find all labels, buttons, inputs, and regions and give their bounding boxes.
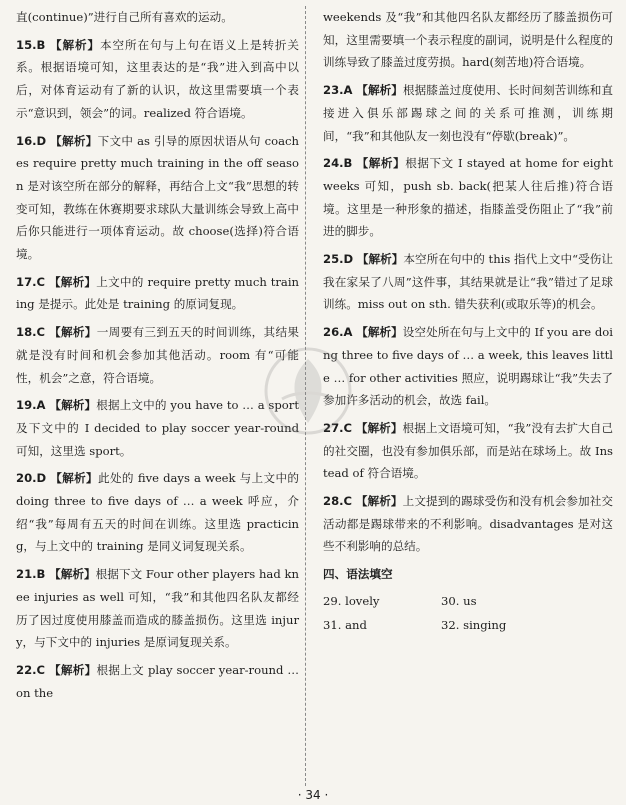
answer-item-15: [16, 34, 299, 125]
question-number: 20.D: [16, 471, 47, 486]
answer-32: 32. singing: [441, 618, 507, 633]
analysis-tag: 【解析】: [50, 133, 98, 148]
answer-item-21: [16, 563, 299, 654]
right-continuation: weekends 及“我”和其他四名队友都经历了膝盖损伤可知，这里需要填一个表示程度的副词，说明是什么程度的训练导致了膝盖过度劳损。hard(刻苦地)符合语境。: [323, 10, 613, 70]
analysis-tag: 【解析】: [356, 156, 406, 171]
explanation-text: 本空所在句中的 this 指代上文中“受伤让我在家呆了八周”这件事，其结果就是让“我”错过了足球训练。miss out on sth. 错失获利(或取乐等)的机会。: [323, 252, 613, 312]
answer-30: 30. us: [441, 594, 477, 609]
answer-item-23: [323, 79, 613, 147]
question-number: 24.B: [323, 156, 353, 171]
analysis-tag: 【解析】: [356, 83, 403, 98]
analysis-tag: 【解析】: [355, 420, 403, 435]
analysis-tag: 【解析】: [48, 274, 97, 289]
explanation-text: 根据膝盖过度使用、长时间刻苦训练和直接进入俱乐部踢球之间的关系可推测，训练期间，“我”和其他队友一刻也没有“停歇(break)”。: [323, 83, 613, 143]
question-number: 27.C: [323, 420, 353, 435]
explanation-text: 上文提到的踢球受伤和没有机会参加社交活动都是踢球带来的不利影响。disadvantages 是对这些不利影响的总结。: [323, 494, 613, 554]
question-number: 22.C: [16, 662, 46, 677]
analysis-tag: 【解析】: [49, 567, 96, 582]
explanation-text: 根据上文中的 you have to … a sport 及下文中的 I decided to play soccer year-round 可知，这里选 sport。: [16, 398, 299, 458]
answer-item-19: [16, 394, 299, 462]
analysis-tag: 【解析】: [49, 662, 97, 677]
answer-item-26: [323, 321, 613, 412]
question-number: 16.D: [16, 133, 47, 148]
answer-item-25: [323, 248, 613, 316]
analysis-tag: 【解析】: [355, 494, 403, 509]
answer-31: 31. and: [323, 618, 367, 633]
question-number: 19.A: [16, 398, 46, 413]
answer-row: [323, 589, 613, 613]
analysis-tag: 【解析】: [49, 37, 100, 52]
analysis-tag: 【解析】: [50, 471, 99, 486]
answer-item-20: [16, 467, 299, 558]
explanation-text: 上文中的 require pretty much training 是提示。此处是 training 的原词复现。: [16, 274, 300, 312]
section-title-grammar-fill: 四、语法填空: [323, 567, 393, 582]
explanation-text: 此处的 five days a week 与上文中的 doing three to five days of … a week 呼应，介绍“我”每周有五天的时间在训练。这里选 practicing，与上文中的 training 是同义词复现关系。: [16, 471, 299, 554]
question-number: 18.C: [16, 325, 46, 340]
analysis-tag: 【解析】: [49, 398, 97, 413]
answer-item-16: [16, 130, 299, 266]
analysis-tag: 【解析】: [356, 252, 404, 267]
question-number: 23.A: [323, 83, 353, 98]
page-number: · 34 ·: [297, 788, 329, 802]
question-number: 28.C: [323, 494, 353, 509]
answer-item-18: [16, 321, 299, 389]
right-column: [323, 6, 613, 637]
question-number: 17.C: [16, 274, 46, 289]
analysis-tag: 【解析】: [49, 325, 97, 340]
explanation-text: 根据上文语境可知，“我”没有去扩大自己的社交圈，也没有参加俱乐部，而是站在球场上。故 Instead of 符合语境。: [323, 420, 614, 481]
answer-item-17: [16, 271, 299, 316]
analysis-tag: 【解析】: [356, 325, 403, 340]
answer-row: [323, 613, 613, 637]
left-column: [16, 6, 299, 709]
left-continuation: 直(continue)”进行自己所有喜欢的运动。: [16, 10, 233, 24]
answer-item-28: [323, 490, 613, 558]
answer-29: 29. lovely: [323, 594, 380, 609]
explanation-text: 设空处所在句与上文中的 If you are doing three to five days of … a week, this leaves little … for other activities 照应，说明踢球让“我”失去了参加许多活动的机会，故选 fail。: [323, 325, 613, 408]
answer-item-24: [323, 152, 613, 243]
explanation-text: 根据上文 play soccer year-round … on the: [16, 662, 299, 700]
explanation-text: 根据下文 Four other players had knee injuries as well 可知，“我”和其他四名队友都经历了因过度使用膝盖而造成的膝盖损伤。这里选 injury，与下文中的 injuries 是原词复现关系。: [16, 567, 299, 650]
answer-item-27: [323, 417, 613, 485]
explanation-text: 下文中 as 引导的原因状语从句 coaches require pretty much training in the off season 是对该空所在部分的解释，再结合上文“我”思想的转变可知，教练在休赛期要求球队大量训练会导致上高中后你只能进行一项体育运动。故 choose(选择)符合语境。: [16, 133, 300, 262]
answer-item-22: [16, 659, 299, 704]
question-number: 25.D: [323, 252, 354, 267]
question-number: 26.A: [323, 325, 353, 340]
explanation-text: 一周要有三到五天的时间训练，其结果就是没有时间和机会参加其他活动。room 有“可能性，机会”之意，符合语境。: [16, 325, 299, 385]
question-number: 21.B: [16, 567, 46, 582]
question-number: 15.B: [16, 37, 46, 52]
answer-grid: [323, 589, 613, 637]
explanation-text: 根据下文 I stayed at home for eight weeks 可知，push sb. back(把某人往后推)符合语境。这里是一种形象的描述，指膝盖受伤阻止了“我”前进的脚步。: [323, 156, 613, 239]
explanation-text: 本空所在句与上句在语义上是转折关系。根据语境可知，这里表达的是“我”进入到高中以后，对体育运动有了新的认识，故这里需要填一个表示“意识到，领会”的词。realized 符合语境。: [16, 37, 299, 120]
watermark-logo-icon: [262, 345, 354, 437]
